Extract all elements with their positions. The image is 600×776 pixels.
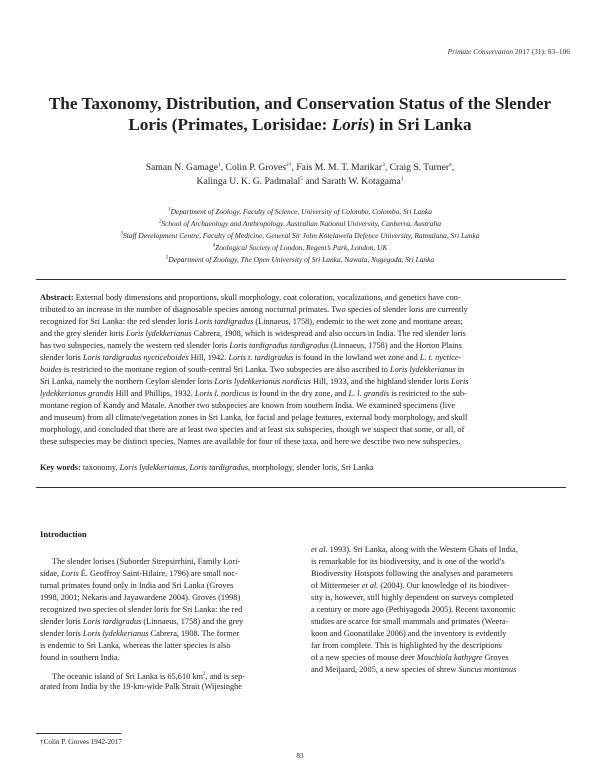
abstract-text: Hill, 1942. [188,353,229,362]
abstract-text: (Linnaeus, 1758) and the Horton Plains [328,341,462,350]
affiliation-text: School of Archaeology and Anthropology, Australian National University, Canberra, Australia [161,219,442,228]
body-line [40,670,300,682]
affiliation [30,207,570,216]
species-name: Loris [61,569,79,578]
abstract-text: slender loris [40,353,83,362]
affiliation-number: 3 [120,231,124,237]
species-name: Moschiola kathygre [416,653,483,662]
body-line: koon and Goonatilake 2006) and the inventory is evidently [311,629,507,638]
abstract-line [40,341,566,351]
abstract-line [40,317,566,327]
body-line [311,581,566,591]
body-line [40,617,288,627]
body-line [311,665,566,675]
body-line: is remarkable for its biodiversity, and is one of the world’s [311,557,505,566]
abstract-line: montane region of Kandy and Matale. Another two subspecies are known from southern India. We examined specimens (live [40,401,456,410]
body-text: The oceanic island of Sri Lanka is 65,610 km [52,671,203,681]
divider-bottom [36,487,566,488]
abstract-line [40,365,566,375]
abstract-line [40,377,566,387]
keywords [40,463,566,473]
abstract-label: Abstract: [40,293,74,302]
body-line: The slender lorises (Suborder Strepsirrhini, Family Lori- [52,557,241,566]
author-affil-mark: 1 [400,176,404,182]
body-line: arated from India by the 19-km-wide Palk Strait (Wijesinghe [40,682,242,691]
abstract-text: has two subspecies, namely the western red slender loris [40,341,230,350]
title-line-2 [30,114,570,135]
author-affil-mark: 4 [449,162,452,168]
species-name: Loris lydekkerianus [125,329,192,338]
body-line [311,653,566,663]
authors-line-2 [30,176,570,187]
abstract-line [40,329,566,339]
affiliation [30,255,570,264]
body-text: et al. [311,545,328,554]
affiliation [30,219,570,228]
body-text: et al. [361,581,379,590]
body-text: 1993). Sri Lanka, along with the Western Ghats of India, [327,545,518,554]
abstract-text: Hill and Phillips, 1932. [113,389,195,398]
species-name: Loris lydekkerianus [82,629,149,638]
body-text: slender loris [40,617,83,626]
section-heading: Introduction [40,529,87,539]
species-name: Loris tardigradus tardigradus [229,341,329,350]
footnote: †Colin P. Groves 1942-2017 [40,738,122,746]
body-text: of a new species of mouse deer [311,653,417,662]
body-text: Cabrera, 1908. The former [148,629,240,638]
authors-line-1 [30,162,570,173]
abstract-line [40,389,566,399]
abstract-line: these subspecies may be distinct species. Names are available for four of these taxa, and here we describe two new subspecies. [40,437,461,446]
body-text: and Meijaard, 2005, a new species of shrew [311,665,459,674]
author-affil-mark: 2† [286,162,292,168]
body-text: sidae, [40,569,62,578]
affiliation [30,243,570,252]
abstract-line: morphology, and concluded that there are at least two species and at least six subspecies, though we suspect that some, or all, of [40,425,465,434]
author: and Sarath W. Kotagama [302,176,401,188]
body-line: turnal primates found only in India and Sri Lanka (Groves [40,581,234,590]
affiliation-text: Zoological Society of London, Regent’s Park, London, UK [215,243,388,252]
body-line: Biodiversity Hotspots following the analyses and parameters [311,569,513,578]
species-name: lydekkerianus grandis [40,389,114,398]
body-line: studies are scarce for small mammals and primates (Weera- [311,617,509,626]
author: , Craig S. Turner [384,162,450,174]
author: , Colin P. Groves [220,162,287,174]
body-line: sity is, however, still highly dependent on surveys completed [311,593,514,602]
body-text: É. Geoffroy Saint-Hilaire, 1796) are small noc- [78,569,238,578]
species-name: Loris tardigradus [82,617,142,626]
body-line: a century or more ago (Pethiyagoda 2005). Recent taxonomic [311,605,516,614]
abstract-line: tributed to an increase in the number of diagnosable species among nocturnal primates. Two species of slender loris are currently [40,305,468,314]
affiliation-number: 4 [212,243,216,249]
abstract-text: Cabrera, 1908, which is widespread and also occurs in India. The red slender loris [191,329,466,338]
author-affil-mark: 5 [300,176,303,182]
journal-citation: 2017 (31): 83–106 [513,47,570,56]
keyword-separator: , [185,463,190,472]
abstract-line: and museum) from all climate/vegetation zones in Sri Lanka, for facial and pelage features, external body morphology, and skull [40,413,468,422]
body-line [311,545,566,555]
title-text: ) in Sri Lanka [368,115,472,134]
keyword: Loris tardigradus [189,463,248,472]
title-genus: Loris [331,115,369,134]
body-line: is endemic to Sri Lanka, whereas the latter species is also [40,641,231,650]
body-line: 1998, 2001; Nekaris and Jayawardene 2004). Groves (1998) [40,593,241,602]
page-number: 83 [296,752,304,760]
author: Kalinga U. K. G. Padmalal [196,176,301,188]
species-name: Loris lydekkerianus nordicus [214,377,311,386]
abstract-text: and the grey slender loris [40,329,126,338]
body-text: , and is sep- [205,671,246,681]
superscript: 2 [202,672,206,677]
author-separator: , [451,162,455,174]
divider-top [36,279,566,280]
author: , Fais M. M. T. Marikar [291,162,383,174]
keywords-label: Key words: [40,463,81,472]
body-text: slender loris [40,629,83,638]
journal-header [448,47,570,56]
author-affil-mark: 3 [382,162,385,168]
affiliation-number: 2 [158,219,162,225]
abstract-line [40,293,566,303]
species-name: Suncus montanus [458,665,517,674]
affiliation-text: Staff Development Centre, Faculty of Medicine, General Sir John Kotelawela Defence University, Ratmalana, Sri Lanka [123,231,480,240]
author: Saman N. Gamage [145,162,218,174]
keyword: taxonomy, [80,463,120,472]
species-name: L. l. grandis [348,389,390,398]
title-text: Loris (Primates, Lorisidae: [128,115,332,134]
affiliation-text: Department of Zoology, Faculty of Science, University of Colombo, Colombo, Sri Lanka [170,207,432,216]
body-line [40,629,288,639]
species-name: Loris l. nordicus [194,389,250,398]
species-name: Loris tardigradus [194,317,254,326]
species-name: Loris tardigradus nycticeboides [82,353,189,362]
abstract-text: recognized for Sri Lanka: the red slender loris [40,317,195,326]
affiliation-number: 5 [165,255,169,261]
body-line: far from complete. This is highlighted by the descriptions [311,641,502,650]
affiliation [30,231,570,240]
body-text: Groves [482,653,509,662]
abstract-text: External body dimensions and proportions, skull morphology, coat coloration, vocalizations, and genetics have con- [73,293,461,302]
journal-name: Primate Conservation [447,47,514,56]
body-line [40,569,288,579]
affiliation-text: Department of Zoology, The Open University of Sri Lanka, Nawala, Nugegoda, Sri Lanka [168,255,435,264]
abstract-text: Hill, 1933, and the highland slender loris [310,377,452,386]
paper-title [30,93,570,135]
body-text: of Mittermeier [311,581,362,590]
body-line: found in southern India. [40,653,120,662]
body-text: (2004). Our knowledge of its biodiver- [378,581,510,590]
species-name: Loris t. tardigradus [228,353,294,362]
footnote-rule [36,733,121,734]
abstract-text: is restricted to the montane region of south-central Sri Lanka. Two subspecies are also ascribed to [61,365,390,374]
affiliation-number: 1 [168,207,171,213]
abstract-text: is restricted to the sub- [389,389,467,398]
keyword: Loris lydekkerianus [119,463,186,472]
abstract-text: in [455,365,465,374]
abstract-text: is found in the dry zone, and [249,389,349,398]
title-line-1: The Taxonomy, Distribution, and Conservation Status of the Slender [48,94,552,113]
species-name: L. t. nyctice- [419,353,462,362]
abstract-text: (Linnaeus, 1758), endemic to the wet zone and montane areas; [253,317,463,326]
species-name: boides [40,365,62,374]
abstract-text: Sri Lanka, namely the northern Ceylon slender loris [40,377,215,386]
species-name: Loris lydekkerianus [389,365,456,374]
keyword: , morphology, slender loris, Sri Lanka [248,463,374,472]
abstract-line [40,353,566,363]
species-name: Loris [451,377,469,386]
abstract-text: is found in the lowland wet zone and [293,353,420,362]
body-line: recognized two species of slender loris for Sri Lanka: the red [40,605,243,614]
body-text: (Linnaeus, 1758) and the grey [141,617,244,626]
author-affil-mark: 1 [218,162,221,168]
